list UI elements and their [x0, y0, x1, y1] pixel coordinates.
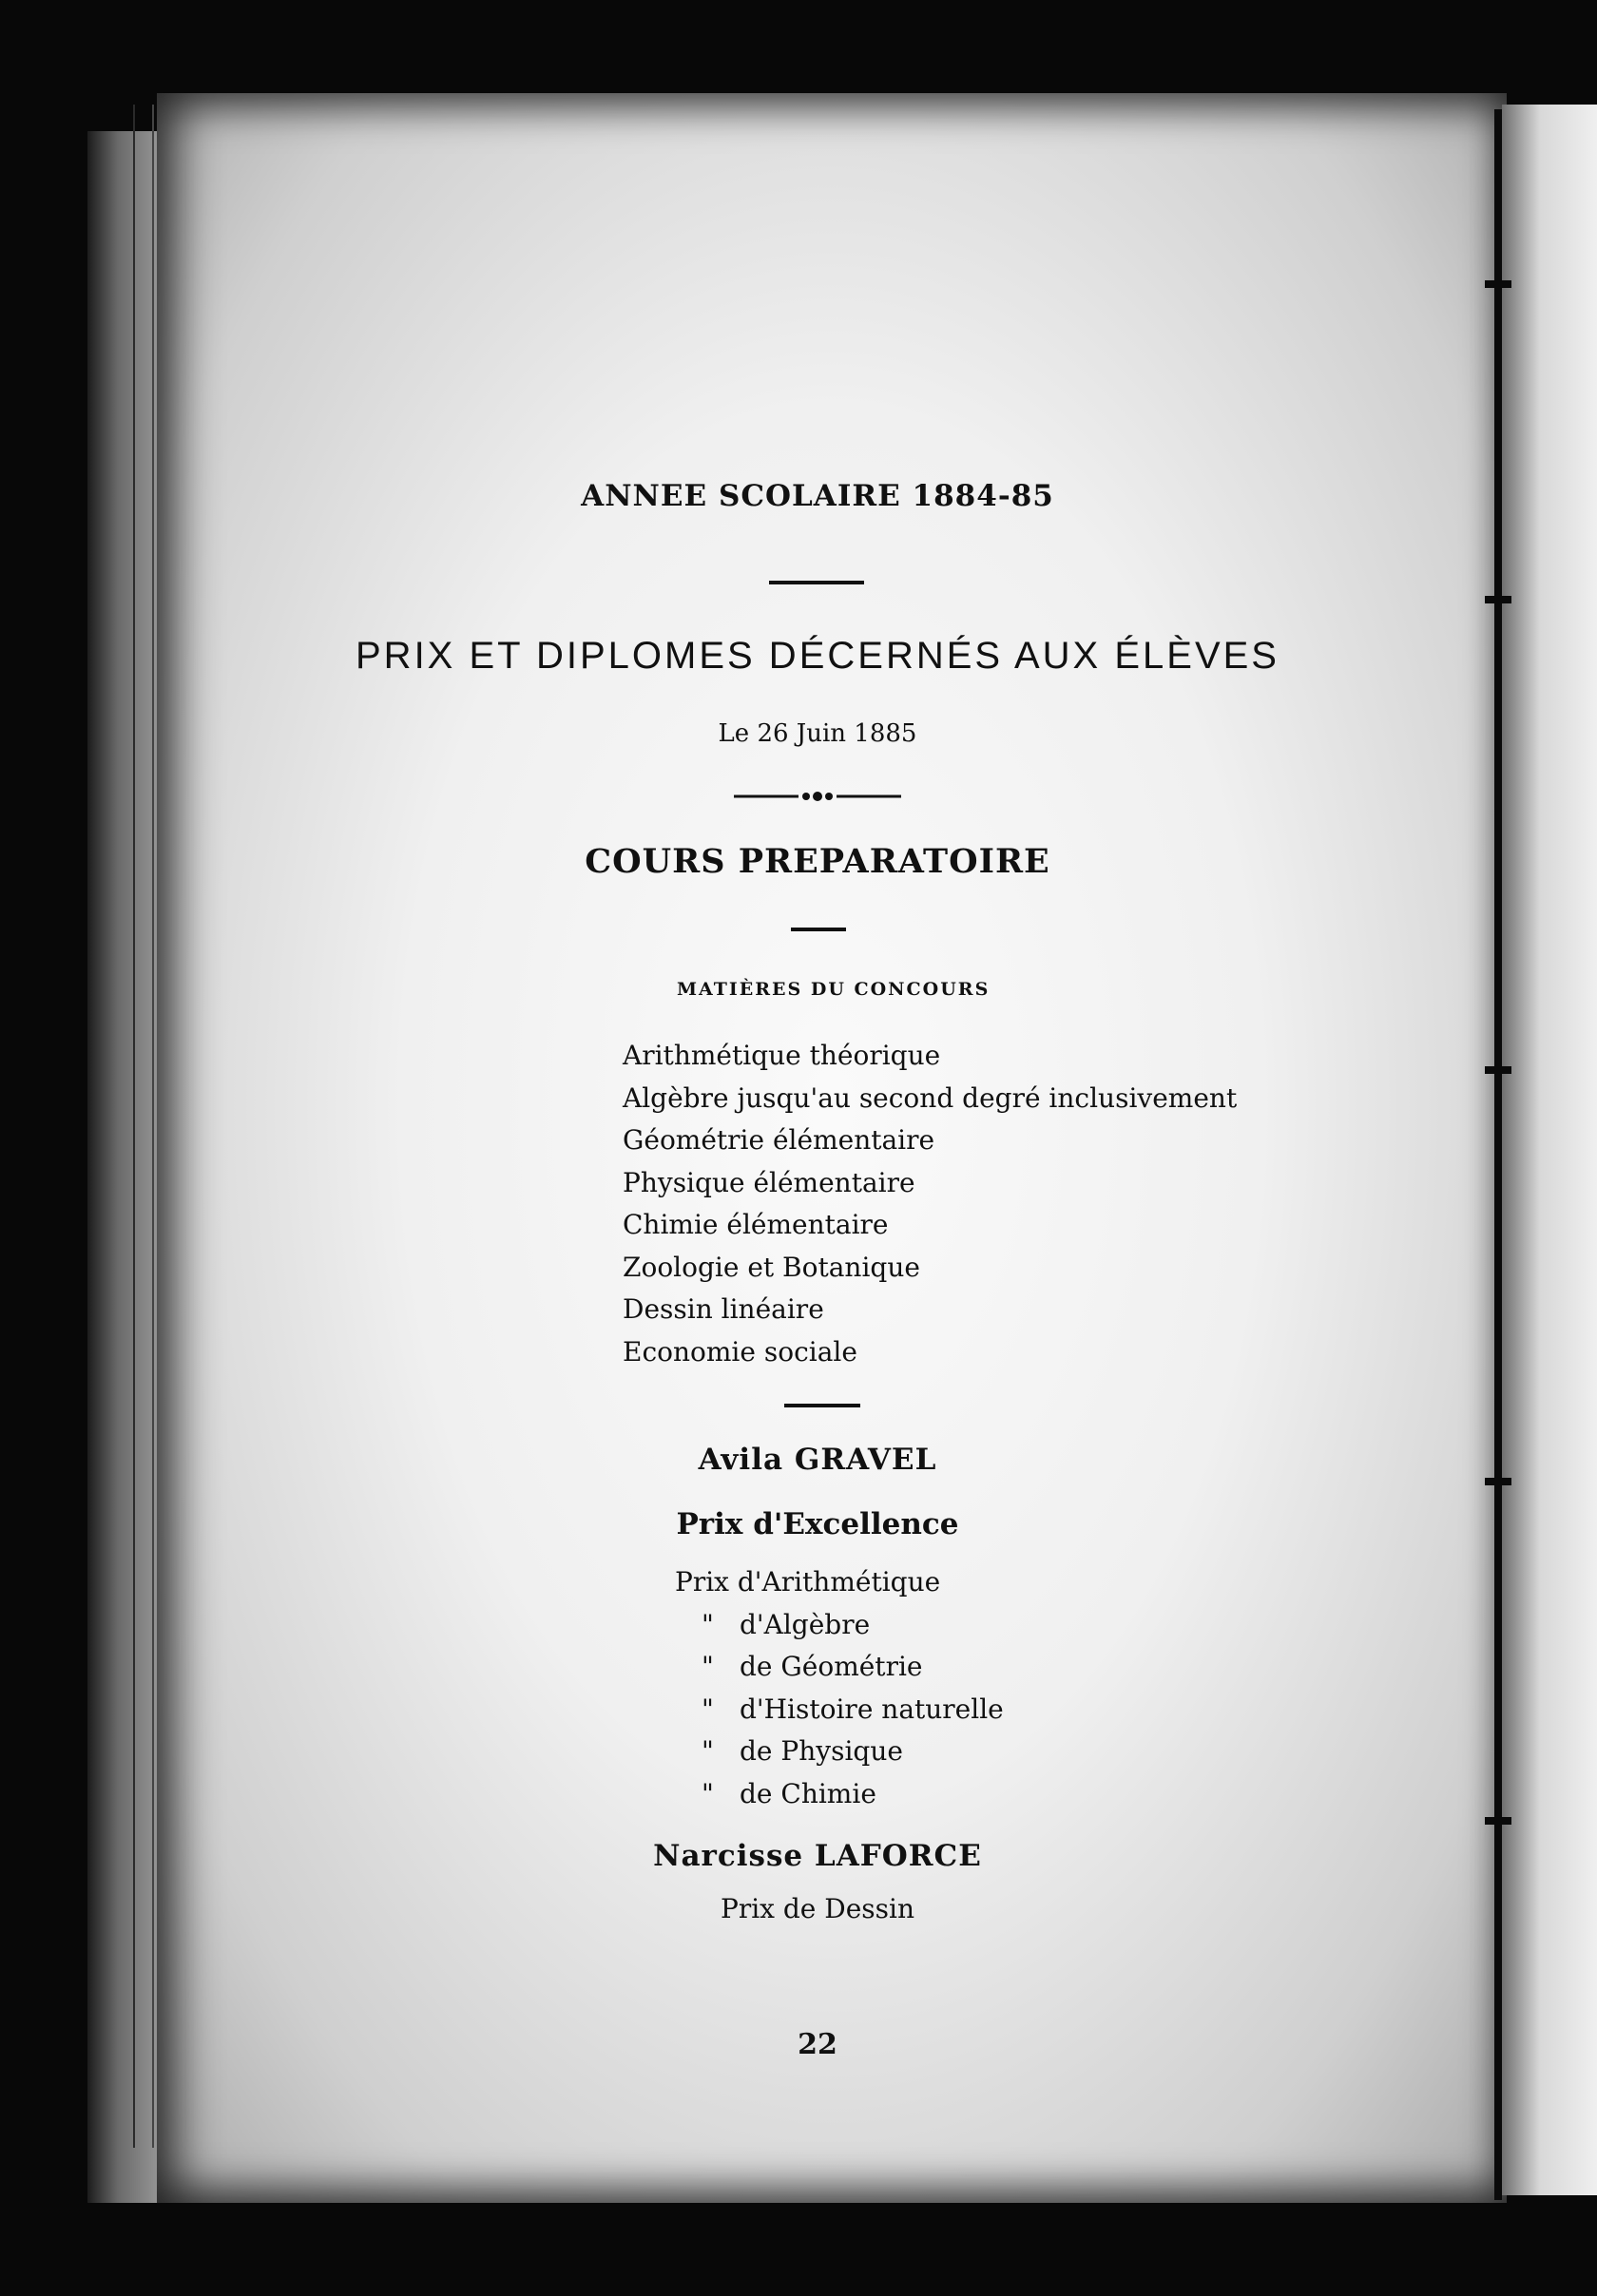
list-item: [675, 1646, 1004, 1689]
prize-text: Prix de Dessin: [720, 1893, 914, 1924]
prize-text: Prix d'Arithmétique: [675, 1566, 941, 1598]
list-item: Algèbre jusqu'au second degré inclusivement: [623, 1081, 1238, 1114]
list-item: Géométrie élémentaire: [623, 1124, 935, 1156]
binding-stitch: [1485, 1817, 1511, 1825]
prize-text: de Chimie: [740, 1777, 876, 1809]
prize-text: de Physique: [740, 1735, 903, 1767]
book-binding: [1494, 109, 1502, 2200]
list-item: Arithmétique théorique: [623, 1040, 941, 1071]
list-item: [675, 1561, 1004, 1604]
page-edge-lines: [133, 105, 154, 2148]
page-title: PRIX ET DIPLOMES DÉCERNÉS AUX ÉLÈVES: [356, 635, 1280, 677]
award-date: Le 26 Juin 1885: [718, 719, 917, 748]
winner-name: Narcisse LAFORCE: [653, 1839, 982, 1873]
prize-list: [675, 1561, 1004, 1815]
binding-stitch: [1485, 280, 1511, 288]
page-content: [285, 0, 1350, 2296]
divider-rule: [769, 581, 864, 584]
subjects-heading: MATIÈRES DU CONCOURS: [677, 979, 991, 1000]
list-item: [675, 1773, 1004, 1816]
list-item: Chimie élémentaire: [623, 1209, 889, 1240]
subjects-list: [623, 1035, 1237, 1373]
divider-rule: [791, 928, 846, 931]
list-item: Physique élémentaire: [623, 1166, 915, 1198]
binding-stitch: [1485, 1478, 1511, 1485]
section-title: COURS PREPARATOIRE: [585, 842, 1050, 881]
school-year: ANNEE SCOLAIRE 1884-85: [581, 479, 1054, 513]
list-item: Economie sociale: [623, 1335, 857, 1368]
page-number: 22: [798, 2028, 837, 2061]
facing-page: [1502, 105, 1597, 2195]
winner-name: Avila GRAVEL: [698, 1443, 937, 1477]
main-prize: Prix d'Excellence: [676, 1507, 959, 1541]
list-item: [675, 1731, 1004, 1773]
ornament-divider: [734, 791, 901, 802]
list-item: [675, 1604, 1004, 1647]
prize-text: de Géométrie: [740, 1651, 923, 1682]
list-item: [675, 1689, 1004, 1732]
binding-stitch: [1485, 1066, 1511, 1074]
ditto-mark: ": [702, 1651, 714, 1682]
binding-stitch: [1485, 596, 1511, 603]
ditto-mark: ": [702, 1608, 714, 1640]
divider-rule: [784, 1404, 860, 1407]
list-item: Zoologie et Botanique: [623, 1251, 920, 1283]
ditto-mark: ": [702, 1693, 714, 1725]
prize-text: d'Histoire naturelle: [740, 1693, 1004, 1725]
list-item: Dessin linéaire: [623, 1293, 824, 1325]
ditto-mark: ": [702, 1777, 714, 1809]
prize-text: d'Algèbre: [740, 1608, 871, 1640]
ditto-mark: ": [702, 1735, 714, 1767]
